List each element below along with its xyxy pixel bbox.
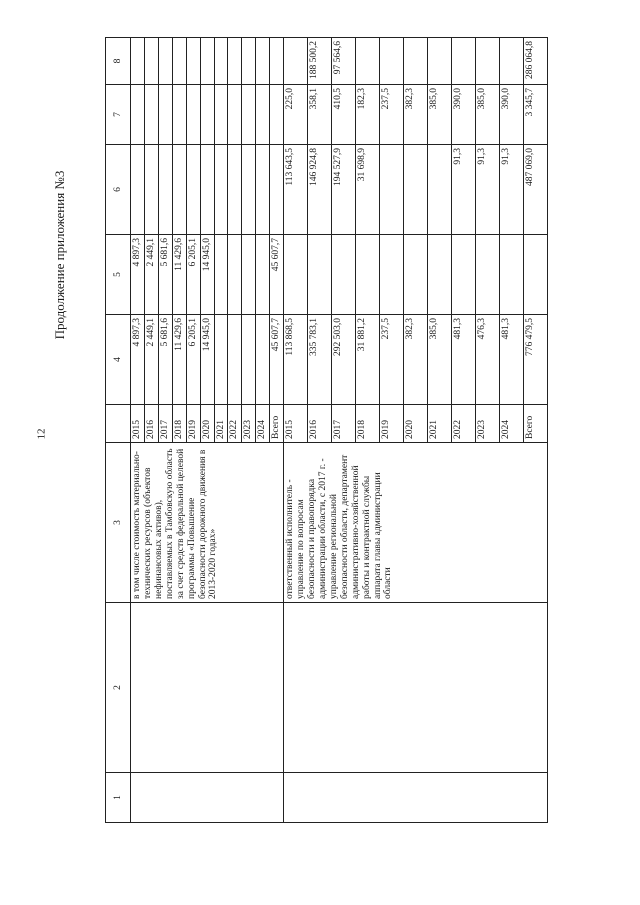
year-cell: 2022 xyxy=(228,405,242,443)
year-cell: 2018 xyxy=(172,405,186,443)
col-header-4: 4 xyxy=(106,315,131,405)
value-cell-c6 xyxy=(214,145,228,235)
value-cell-c6: 194 527,9 xyxy=(332,145,356,235)
value-cell-c4: 385,0 xyxy=(428,315,452,405)
value-cell-c8 xyxy=(228,38,242,85)
value-cell-c6 xyxy=(144,145,158,235)
value-cell-c5: 5 681,6 xyxy=(158,235,172,315)
empty-col2-cell xyxy=(131,603,284,773)
value-cell-c4: 481,3 xyxy=(452,315,476,405)
description-cell: ответственный исполнитель - управление по вопросам безопасности и правопорядка администрации области, с 2017 г. - управление региональной безопасности области, департамент административно-хозяйственной работы и контрактной службы аппарата главы администрации области xyxy=(284,443,548,603)
value-cell-c5 xyxy=(214,235,228,315)
value-cell-c4 xyxy=(228,315,242,405)
value-cell-c7 xyxy=(186,85,200,145)
value-cell-c6 xyxy=(172,145,186,235)
year-cell: 2024 xyxy=(500,405,524,443)
value-cell-c6 xyxy=(270,145,284,235)
value-cell-c4: 14 945,0 xyxy=(200,315,214,405)
value-cell-c6 xyxy=(242,145,256,235)
col-header-3: 3 xyxy=(106,443,131,603)
year-cell: Всего xyxy=(270,405,284,443)
value-cell-c4: 113 868,5 xyxy=(284,315,308,405)
value-cell-c6: 91,3 xyxy=(476,145,500,235)
value-cell-c7 xyxy=(256,85,270,145)
year-cell: 2016 xyxy=(144,405,158,443)
value-cell-c5 xyxy=(308,235,332,315)
value-cell-c8 xyxy=(172,38,186,85)
value-cell-c5 xyxy=(380,235,404,315)
value-cell-c6 xyxy=(228,145,242,235)
value-cell-c7 xyxy=(228,85,242,145)
empty-col1-cell xyxy=(284,773,548,823)
value-cell-c7 xyxy=(200,85,214,145)
budget-table xyxy=(105,37,548,823)
value-cell-c7: 358,1 xyxy=(308,85,332,145)
value-cell-c4: 6 205,1 xyxy=(186,315,200,405)
year-cell: 2019 xyxy=(186,405,200,443)
value-cell-c7: 390,0 xyxy=(452,85,476,145)
value-cell-c8 xyxy=(270,38,284,85)
year-cell: 2024 xyxy=(256,405,270,443)
col-header-7: 7 xyxy=(106,85,131,145)
col-header-6: 6 xyxy=(106,145,131,235)
value-cell-c4 xyxy=(256,315,270,405)
value-cell-c5 xyxy=(356,235,380,315)
empty-col1-cell xyxy=(131,773,284,823)
value-cell-c8 xyxy=(356,38,380,85)
value-cell-c5 xyxy=(256,235,270,315)
value-cell-c8 xyxy=(144,38,158,85)
value-cell-c5 xyxy=(228,235,242,315)
value-cell-c8 xyxy=(256,38,270,85)
table-holder xyxy=(105,38,590,823)
value-cell-c4 xyxy=(214,315,228,405)
year-cell: 2023 xyxy=(476,405,500,443)
value-cell-c6: 113 643,5 xyxy=(284,145,308,235)
value-cell-c8 xyxy=(380,38,404,85)
value-cell-c7 xyxy=(242,85,256,145)
value-cell-c6: 91,3 xyxy=(452,145,476,235)
value-cell-c7: 225,0 xyxy=(284,85,308,145)
value-cell-c6 xyxy=(380,145,404,235)
value-cell-c7 xyxy=(172,85,186,145)
year-cell: 2022 xyxy=(452,405,476,443)
rotated-table-area xyxy=(105,38,590,823)
value-cell-c5 xyxy=(500,235,524,315)
value-cell-c4: 776 479,5 xyxy=(524,315,548,405)
year-cell: 2016 xyxy=(308,405,332,443)
value-cell-c5 xyxy=(524,235,548,315)
value-cell-c7 xyxy=(214,85,228,145)
table-row xyxy=(131,38,145,823)
column-number-row xyxy=(106,38,131,823)
year-cell: 2021 xyxy=(214,405,228,443)
value-cell-c8 xyxy=(284,38,308,85)
value-cell-c7 xyxy=(270,85,284,145)
value-cell-c6: 487 069,0 xyxy=(524,145,548,235)
value-cell-c4: 292 503,0 xyxy=(332,315,356,405)
value-cell-c4: 237,5 xyxy=(380,315,404,405)
value-cell-c5: 6 205,1 xyxy=(186,235,200,315)
page-number: 12 xyxy=(35,428,48,440)
value-cell-c4: 2 449,1 xyxy=(144,315,158,405)
value-cell-c8 xyxy=(200,38,214,85)
value-cell-c6 xyxy=(158,145,172,235)
value-cell-c8 xyxy=(428,38,452,85)
value-cell-c7: 410,5 xyxy=(332,85,356,145)
value-cell-c7: 385,0 xyxy=(428,85,452,145)
value-cell-c4: 45 607,7 xyxy=(270,315,284,405)
value-cell-c4: 335 783,1 xyxy=(308,315,332,405)
value-cell-c4: 4 897,3 xyxy=(131,315,145,405)
year-cell: 2023 xyxy=(242,405,256,443)
year-cell: 2015 xyxy=(131,405,145,443)
value-cell-c5 xyxy=(404,235,428,315)
year-cell: 2020 xyxy=(200,405,214,443)
value-cell-c4: 476,3 xyxy=(476,315,500,405)
value-cell-c8 xyxy=(158,38,172,85)
value-cell-c6 xyxy=(200,145,214,235)
value-cell-c8 xyxy=(214,38,228,85)
value-cell-c8 xyxy=(500,38,524,85)
value-cell-c8 xyxy=(404,38,428,85)
continuation-title: Продолжение приложения №3 xyxy=(52,170,67,340)
value-cell-c8 xyxy=(476,38,500,85)
value-cell-c5: 45 607,7 xyxy=(270,235,284,315)
value-cell-c7: 390,0 xyxy=(500,85,524,145)
value-cell-c6: 146 924,8 xyxy=(308,145,332,235)
value-cell-c5 xyxy=(332,235,356,315)
value-cell-c8 xyxy=(131,38,145,85)
year-cell: 2018 xyxy=(356,405,380,443)
value-cell-c6: 91,3 xyxy=(500,145,524,235)
col-header-5: 5 xyxy=(106,235,131,315)
value-cell-c6 xyxy=(428,145,452,235)
value-cell-c8 xyxy=(242,38,256,85)
value-cell-c6 xyxy=(256,145,270,235)
value-cell-c6 xyxy=(186,145,200,235)
value-cell-c5 xyxy=(284,235,308,315)
value-cell-c8: 286 064,8 xyxy=(524,38,548,85)
value-cell-c7: 237,5 xyxy=(380,85,404,145)
year-cell: 2017 xyxy=(332,405,356,443)
value-cell-c8: 188 500,2 xyxy=(308,38,332,85)
value-cell-c5: 11 429,6 xyxy=(172,235,186,315)
value-cell-c5: 14 945,0 xyxy=(200,235,214,315)
value-cell-c4: 31 881,2 xyxy=(356,315,380,405)
value-cell-c8: 97 564,6 xyxy=(332,38,356,85)
value-cell-c4: 11 429,6 xyxy=(172,315,186,405)
value-cell-c5 xyxy=(452,235,476,315)
description-cell: в том числе стоимость материально-технических ресурсов (объектов нефинансовых активов), поставляемых в Тамбовскую область за счет средств федеральной целевой программы «Повышение безопасности дорожного движения в 2013-2020 годах» xyxy=(131,443,284,603)
value-cell-c6 xyxy=(131,145,145,235)
value-cell-c4 xyxy=(242,315,256,405)
value-cell-c5: 2 449,1 xyxy=(144,235,158,315)
value-cell-c5: 4 897,3 xyxy=(131,235,145,315)
year-cell: 2019 xyxy=(380,405,404,443)
value-cell-c7: 382,3 xyxy=(404,85,428,145)
table-body xyxy=(131,38,548,823)
value-cell-c5 xyxy=(242,235,256,315)
year-cell: Всего xyxy=(524,405,548,443)
col-header-year xyxy=(106,405,131,443)
value-cell-c7 xyxy=(144,85,158,145)
value-cell-c7: 3 345,7 xyxy=(524,85,548,145)
col-header-1: 1 xyxy=(106,773,131,823)
empty-col2-cell xyxy=(284,603,548,773)
value-cell-c8 xyxy=(186,38,200,85)
value-cell-c7: 385,0 xyxy=(476,85,500,145)
value-cell-c7 xyxy=(158,85,172,145)
year-cell: 2015 xyxy=(284,405,308,443)
value-cell-c5 xyxy=(428,235,452,315)
value-cell-c8 xyxy=(452,38,476,85)
value-cell-c4: 5 681,6 xyxy=(158,315,172,405)
value-cell-c4: 481,3 xyxy=(500,315,524,405)
value-cell-c6: 31 698,9 xyxy=(356,145,380,235)
value-cell-c6 xyxy=(404,145,428,235)
value-cell-c7: 182,3 xyxy=(356,85,380,145)
value-cell-c7 xyxy=(131,85,145,145)
year-cell: 2017 xyxy=(158,405,172,443)
col-header-2: 2 xyxy=(106,603,131,773)
value-cell-c5 xyxy=(476,235,500,315)
col-header-8: 8 xyxy=(106,38,131,85)
year-cell: 2020 xyxy=(404,405,428,443)
value-cell-c4: 382,3 xyxy=(404,315,428,405)
table-row xyxy=(284,38,308,823)
year-cell: 2021 xyxy=(428,405,452,443)
